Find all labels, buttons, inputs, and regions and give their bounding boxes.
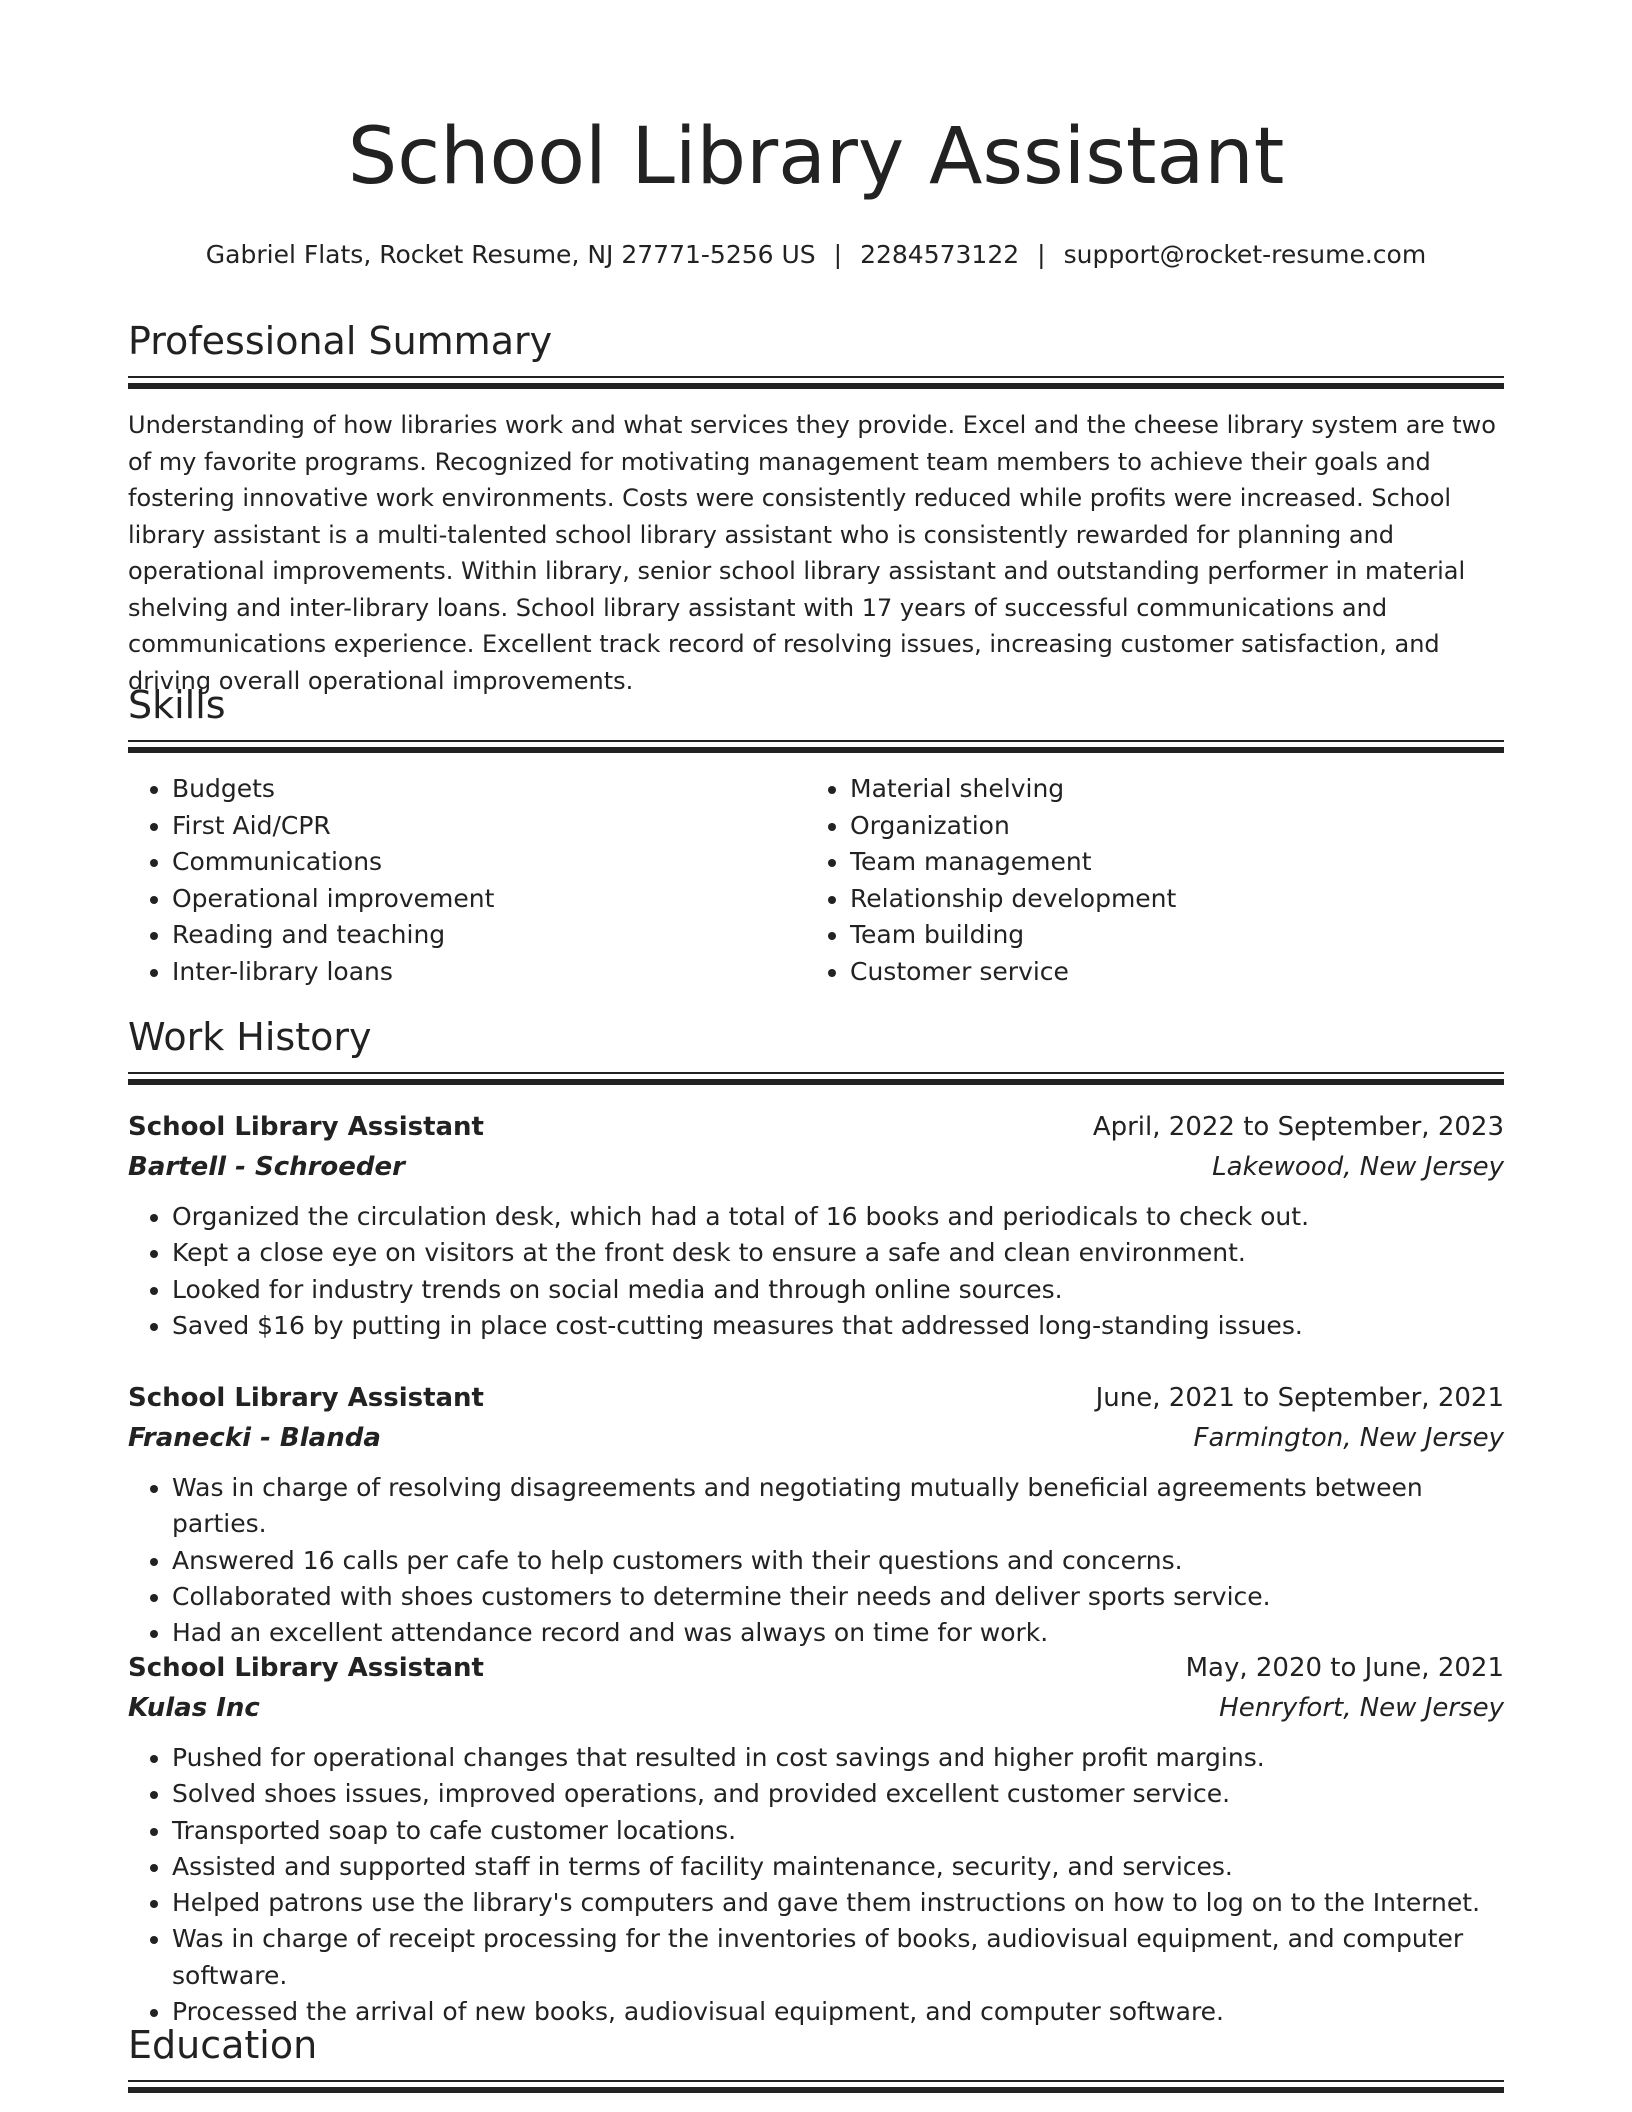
job-bullet: • Organized the circulation desk, which had a total of 16 books and periodicals to check out. [172, 1199, 1504, 1235]
job-bullet: • Solved shoes issues, improved operations, and provided excellent customer service. [172, 1776, 1504, 1812]
job-title: School Library Assistant [128, 1383, 484, 1413]
job-bullet: • Assisted and supported staff in terms of facility maintenance, security, and services. [172, 1849, 1504, 1885]
job-subheader [128, 1418, 1504, 1458]
job-company: Bartell - Schroeder [128, 1152, 405, 1182]
education-section [128, 2023, 1504, 2093]
section-divider [128, 376, 1504, 389]
job-header [128, 1107, 1504, 1147]
job-bullets [128, 1470, 1504, 1651]
education-heading: Education [128, 2023, 318, 2067]
candidate-name: School Library Assistant [347, 112, 1285, 202]
job-entry [128, 1648, 1504, 2030]
job-dates: May, 2020 to June, 2021 [1185, 1653, 1504, 1683]
section-divider [128, 1072, 1504, 1085]
job-bullets [128, 1740, 1504, 2030]
job-bullet: • Kept a close eye on visitors at the front desk to ensure a safe and clean environment. [172, 1235, 1504, 1271]
section-divider [128, 740, 1504, 753]
job-dates: April, 2022 to September, 2023 [1092, 1112, 1504, 1142]
job-company: Kulas Inc [128, 1693, 260, 1723]
skills-list-right [806, 771, 1484, 990]
job-bullet: • Collaborated with shoes customers to determine their needs and deliver sports service. [172, 1579, 1504, 1615]
skills-list-left [128, 771, 806, 990]
skills-heading: Skills [128, 683, 226, 727]
job-bullet: • Was in charge of resolving disagreements and negotiating mutually beneficial agreements between parties. [172, 1470, 1504, 1543]
job-bullet: • Was in charge of receipt processing for the inventories of books, audiovisual equipment, and computer software. [172, 1921, 1504, 1994]
job-dates: June, 2021 to September, 2021 [1095, 1383, 1504, 1413]
job-header [128, 1378, 1504, 1418]
skill-item: • Operational improvement [172, 881, 806, 918]
skills-section [128, 683, 1504, 990]
skill-item: • Customer service [850, 954, 1484, 991]
job-title: School Library Assistant [128, 1112, 484, 1142]
skills-columns [128, 771, 1504, 990]
job-bullets [128, 1199, 1504, 1344]
job-bullet: • Processed the arrival of new books, audiovisual equipment, and computer software. [172, 1994, 1504, 2030]
job-entry [128, 1107, 1504, 1344]
contact-email: support@rocket-resume.com [1063, 240, 1427, 269]
section-divider [128, 2080, 1504, 2093]
job-bullet: • Helped patrons use the library's computers and gave them instructions on how to log on to the Internet. [172, 1885, 1504, 1921]
summary-section [128, 319, 1504, 699]
skill-item: • Team building [850, 917, 1484, 954]
summary-heading: Professional Summary [128, 319, 553, 363]
work-heading: Work History [128, 1015, 372, 1059]
job-entry [128, 1378, 1504, 1651]
skill-item: • Communications [172, 844, 806, 881]
skill-item: • Organization [850, 808, 1484, 845]
summary-text: Understanding of how libraries work and what services they provide. Excel and the cheese library system are two of my favorite programs. Recognized for motivating management team members to achieve their goals and fostering innovative work environments. Costs were consistently reduced while profits were increased. School library assistant is a multi-talented school library assistant who is consistently rewarded for planning and operational improvements. Within library, senior school library assistant and outstanding performer in material shelving and inter-library loans. School library assistant with 17 years of successful communications and communications experience. Excellent track record of resolving issues, increasing customer satisfaction, and driving overall operational improvements. [128, 411, 1496, 695]
job-subheader [128, 1688, 1504, 1728]
job-subheader [128, 1147, 1504, 1187]
job-bullet: • Had an excellent attendance record and was always on time for work. [172, 1615, 1504, 1651]
job-company: Franecki - Blanda [128, 1423, 381, 1453]
job-header [128, 1648, 1504, 1688]
job-bullet: • Looked for industry trends on social media and through online sources. [172, 1272, 1504, 1308]
job-title: School Library Assistant [128, 1653, 484, 1683]
job-location: Farmington, New Jersey [1193, 1423, 1504, 1453]
contact-separator: | [833, 240, 843, 269]
skill-item: • Budgets [172, 771, 806, 808]
skill-item: • Team management [850, 844, 1484, 881]
skill-item: • First Aid/CPR [172, 808, 806, 845]
contact-phone: 2284573122 [860, 240, 1020, 269]
job-bullet: • Transported soap to cafe customer locations. [172, 1813, 1504, 1849]
job-bullet: • Pushed for operational changes that resulted in cost savings and higher profit margins. [172, 1740, 1504, 1776]
job-bullet: • Answered 16 calls per cafe to help customers with their questions and concerns. [172, 1543, 1504, 1579]
contact-line [128, 240, 1504, 270]
work-section [128, 1015, 1504, 1085]
job-location: Henryfort, New Jersey [1219, 1693, 1504, 1723]
skill-item: • Material shelving [850, 771, 1484, 808]
skill-item: • Inter-library loans [172, 954, 806, 991]
job-location: Lakewood, New Jersey [1212, 1152, 1504, 1182]
skill-item: • Reading and teaching [172, 917, 806, 954]
contact-address: Gabriel Flats, Rocket Resume, NJ 27771-5256 US [205, 240, 816, 269]
contact-separator: | [1037, 240, 1046, 269]
skill-item: • Relationship development [850, 881, 1484, 918]
job-bullet: • Saved $16 by putting in place cost-cutting measures that addressed long-standing issues. [172, 1308, 1504, 1344]
